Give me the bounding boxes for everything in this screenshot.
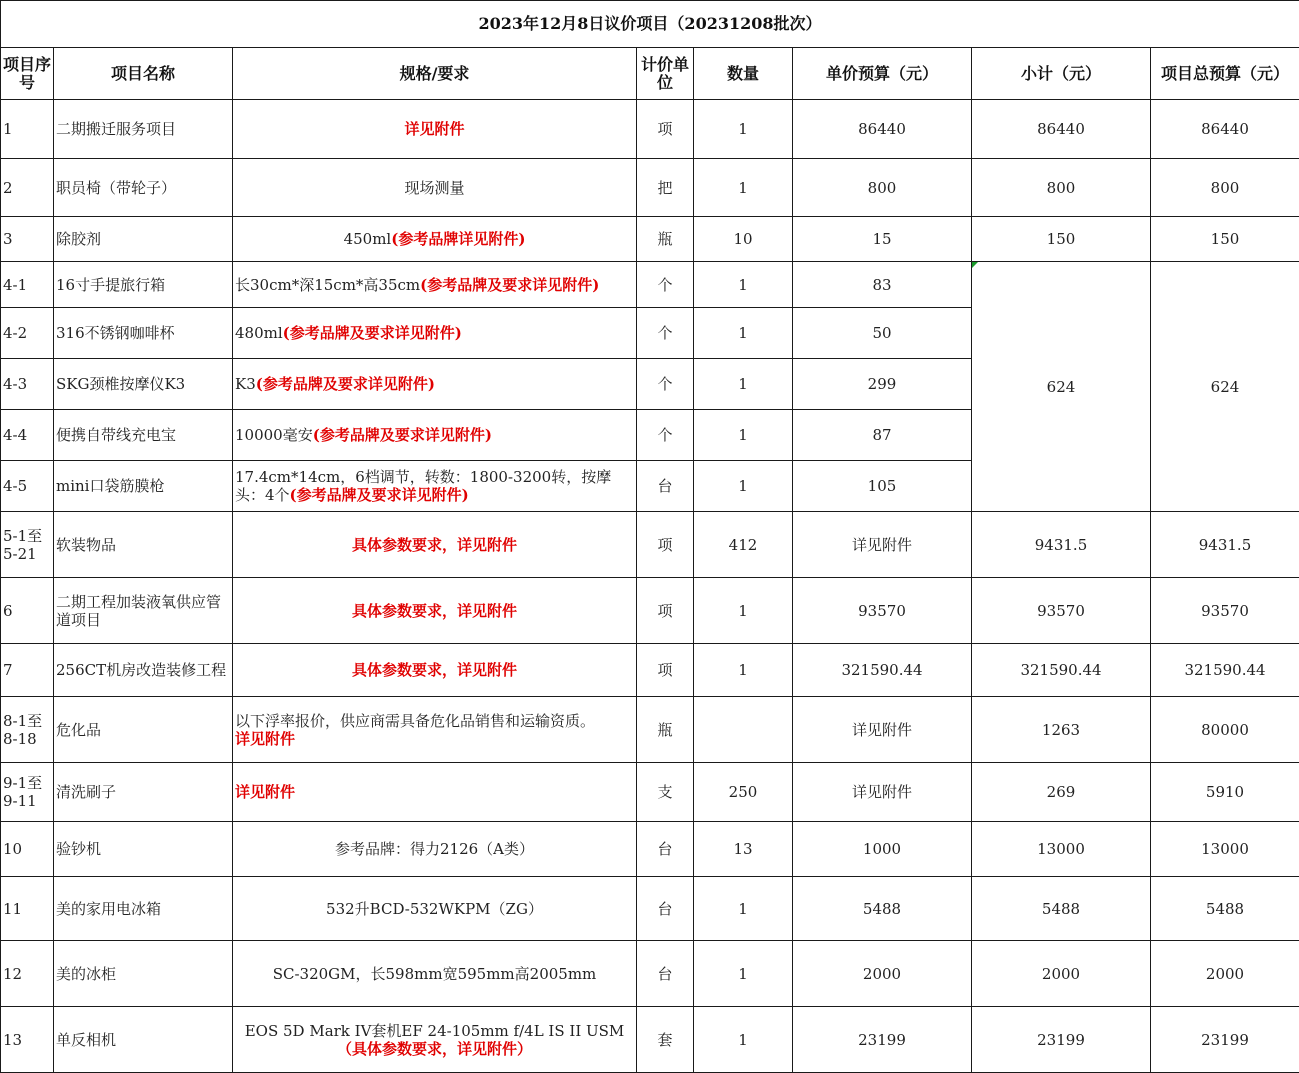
- cell-subtotal: 9431.5: [972, 512, 1151, 578]
- header-total: 项目总预算（元）: [1151, 48, 1299, 100]
- header-qty: 数量: [694, 48, 793, 100]
- cell-total: 5488: [1151, 877, 1299, 941]
- cell-price: 83: [793, 262, 972, 308]
- cell-name: 清洗刷子: [54, 763, 233, 822]
- cell-qty: 1: [694, 461, 793, 512]
- cell-subtotal: 321590.44: [972, 644, 1151, 697]
- cell-total: 80000: [1151, 697, 1299, 763]
- cell-spec: [233, 877, 637, 941]
- cell-unit: 支: [637, 763, 694, 822]
- header-index: 项目序号: [1, 48, 54, 100]
- cell-price: 86440: [793, 100, 972, 159]
- cell-qty: 10: [694, 217, 793, 262]
- table-row: [1, 100, 1299, 159]
- cell-name: 二期工程加装液氧供应管道项目: [54, 578, 233, 644]
- cell-total: 93570: [1151, 578, 1299, 644]
- table-row: [1, 217, 1299, 262]
- cell-subtotal: 13000: [972, 822, 1151, 877]
- cell-spec: [233, 644, 637, 697]
- cell-unit: 项: [637, 644, 694, 697]
- table-row: [1, 512, 1299, 578]
- cell-total: 23199: [1151, 1007, 1299, 1073]
- cell-qty: 1: [694, 410, 793, 461]
- cell-unit: 个: [637, 262, 694, 308]
- cell-unit: 台: [637, 461, 694, 512]
- cell-name: 危化品: [54, 697, 233, 763]
- table-row: [1, 877, 1299, 941]
- spec-plain: 现场测量: [404, 179, 464, 197]
- table-row: [1, 822, 1299, 877]
- spec-red: 具体参数要求，详见附件: [352, 536, 517, 554]
- cell-price: 23199: [793, 1007, 972, 1073]
- cell-spec: [233, 578, 637, 644]
- table-title: 2023年12月8日议价项目（20231208批次）: [1, 1, 1299, 48]
- table-row: [1, 763, 1299, 822]
- cell-price: 800: [793, 159, 972, 217]
- cell-total: 5910: [1151, 763, 1299, 822]
- cell-total: 2000: [1151, 941, 1299, 1007]
- cell-index: 10: [1, 822, 54, 877]
- cell-index: 4-4: [1, 410, 54, 461]
- cell-total: 13000: [1151, 822, 1299, 877]
- cell-subtotal: 86440: [972, 100, 1151, 159]
- cell-spec: [233, 461, 637, 512]
- cell-price: 105: [793, 461, 972, 512]
- spec-red: 具体参数要求，详见附件: [352, 661, 517, 679]
- cell-subtotal: 269: [972, 763, 1151, 822]
- cell-qty: 1: [694, 308, 793, 359]
- cell-subtotal: 1263: [972, 697, 1151, 763]
- table-row: [1, 159, 1299, 217]
- spec-red: 具体参数要求，详见附件: [352, 602, 517, 620]
- cell-qty: 1: [694, 100, 793, 159]
- cell-spec: [233, 217, 637, 262]
- cell-index: 4-1: [1, 262, 54, 308]
- cell-qty: 1: [694, 578, 793, 644]
- cell-unit: 台: [637, 877, 694, 941]
- cell-unit: 瓶: [637, 217, 694, 262]
- header-unit-price: 单价预算（元）: [793, 48, 972, 100]
- cell-qty: 1: [694, 359, 793, 410]
- spec-plain: 532升BCD-532WKPM（ZG）: [326, 900, 543, 918]
- cell-price: 2000: [793, 941, 972, 1007]
- cell-price: 5488: [793, 877, 972, 941]
- group4-subtotal-value: 624: [1047, 378, 1076, 396]
- cell-name: 验钞机: [54, 822, 233, 877]
- cell-index: 12: [1, 941, 54, 1007]
- table-row: [1, 1007, 1299, 1073]
- cell-price: 详见附件: [793, 512, 972, 578]
- cell-index: 8-1至8-18: [1, 697, 54, 763]
- cell-unit: 把: [637, 159, 694, 217]
- spec-plain: SC-320GM，长598mm宽595mm高2005mm: [273, 965, 597, 983]
- cell-spec: [233, 159, 637, 217]
- cell-unit: 瓶: [637, 697, 694, 763]
- spec-red: (参考品牌及要求详见附件): [283, 324, 462, 342]
- cell-spec: [233, 308, 637, 359]
- header-subtotal: 小计（元）: [972, 48, 1151, 100]
- cell-price: 15: [793, 217, 972, 262]
- cell-index: 7: [1, 644, 54, 697]
- cell-name: 单反相机: [54, 1007, 233, 1073]
- cell-qty: 1: [694, 262, 793, 308]
- cell-spec: [233, 410, 637, 461]
- cell-unit: 项: [637, 512, 694, 578]
- cell-spec: [233, 359, 637, 410]
- header-spec: 规格/要求: [233, 48, 637, 100]
- cell-subtotal: 800: [972, 159, 1151, 217]
- cell-qty: 1: [694, 644, 793, 697]
- table-row: [1, 941, 1299, 1007]
- spec-plain: 480ml: [235, 324, 283, 342]
- cell-spec: [233, 262, 637, 308]
- cell-spec: [233, 763, 637, 822]
- spec-plain: 450ml: [344, 230, 392, 248]
- cell-subtotal: 2000: [972, 941, 1151, 1007]
- cell-name: 16寸手提旅行箱: [54, 262, 233, 308]
- cell-price: 299: [793, 359, 972, 410]
- cell-unit: 个: [637, 308, 694, 359]
- cell-spec: [233, 100, 637, 159]
- spec-plain: 参考品牌：得力2126（A类）: [335, 840, 534, 858]
- cell-qty: 1: [694, 941, 793, 1007]
- cell-total: 321590.44: [1151, 644, 1299, 697]
- cell-index: 9-1至9-11: [1, 763, 54, 822]
- spec-red: (参考品牌及要求详见附件): [313, 426, 492, 444]
- cell-qty: 1: [694, 1007, 793, 1073]
- spec-red: 详见附件: [235, 783, 295, 801]
- cell-name: 除胶剂: [54, 217, 233, 262]
- cell-index: 3: [1, 217, 54, 262]
- cell-qty: 1: [694, 159, 793, 217]
- table-row: [1, 697, 1299, 763]
- cell-index: 1: [1, 100, 54, 159]
- cell-name: 二期搬迁服务项目: [54, 100, 233, 159]
- cell-price: 详见附件: [793, 697, 972, 763]
- cell-spec: [233, 697, 637, 763]
- cell-unit: 项: [637, 578, 694, 644]
- cell-name: SKG颈椎按摩仪K3: [54, 359, 233, 410]
- cell-qty: 250: [694, 763, 793, 822]
- cell-spec: [233, 512, 637, 578]
- cell-spec: [233, 822, 637, 877]
- cell-index: 6: [1, 578, 54, 644]
- spec-red: (参考品牌及要求详见附件): [290, 486, 469, 504]
- cell-qty: 1: [694, 877, 793, 941]
- cell-index: 4-3: [1, 359, 54, 410]
- cell-index: 5-1至5-21: [1, 512, 54, 578]
- cell-subtotal: 93570: [972, 578, 1151, 644]
- cell-total: 150: [1151, 217, 1299, 262]
- cell-total: 9431.5: [1151, 512, 1299, 578]
- table-row: [1, 262, 1299, 308]
- cell-group4-subtotal: [972, 262, 1151, 512]
- cell-name: 便携自带线充电宝: [54, 410, 233, 461]
- cell-subtotal: 5488: [972, 877, 1151, 941]
- cell-price: 1000: [793, 822, 972, 877]
- cell-price: 321590.44: [793, 644, 972, 697]
- spec-plain: 长30cm*深15cm*高35cm: [235, 276, 420, 294]
- cell-spec: [233, 1007, 637, 1073]
- cell-qty: 13: [694, 822, 793, 877]
- cell-unit: 项: [637, 100, 694, 159]
- cell-unit: 台: [637, 941, 694, 1007]
- cell-index: 2: [1, 159, 54, 217]
- cell-group4-total: 624: [1151, 262, 1299, 512]
- cell-price: 详见附件: [793, 763, 972, 822]
- spec-plain: K3: [235, 375, 256, 393]
- cell-total: 86440: [1151, 100, 1299, 159]
- cell-name: mini口袋筋膜枪: [54, 461, 233, 512]
- header-unit: 计价单位: [637, 48, 694, 100]
- cell-name: 256CT机房改造装修工程: [54, 644, 233, 697]
- cell-unit: 台: [637, 822, 694, 877]
- spec-red: 详见附件: [404, 120, 464, 138]
- cell-unit: 套: [637, 1007, 694, 1073]
- cell-index: 4-5: [1, 461, 54, 512]
- cell-name: 职员椅（带轮子）: [54, 159, 233, 217]
- cell-price: 87: [793, 410, 972, 461]
- table-row: [1, 644, 1299, 697]
- cell-spec: [233, 941, 637, 1007]
- spec-red: (参考品牌详见附件): [391, 230, 525, 248]
- cell-index: 13: [1, 1007, 54, 1073]
- spec-red: （具体参数要求，详见附件）: [337, 1040, 532, 1058]
- spec-red: (参考品牌及要求详见附件): [256, 375, 435, 393]
- spec-plain: 以下浮率报价，供应商需具备危化品销售和运输资质。: [235, 712, 595, 730]
- cell-price: 93570: [793, 578, 972, 644]
- cell-qty: [694, 697, 793, 763]
- cell-subtotal: 23199: [972, 1007, 1151, 1073]
- cell-qty: 412: [694, 512, 793, 578]
- cell-name: 软装物品: [54, 512, 233, 578]
- spec-plain: 17.4cm*14cm，6档调节，转数：1800-3200转，按摩头：4个: [235, 468, 611, 504]
- cell-subtotal: 150: [972, 217, 1151, 262]
- cell-unit: 个: [637, 359, 694, 410]
- header-name: 项目名称: [54, 48, 233, 100]
- cell-name: 美的冰柜: [54, 941, 233, 1007]
- cell-total: 800: [1151, 159, 1299, 217]
- spec-plain: 10000毫安: [235, 426, 313, 444]
- comment-marker-icon: [972, 262, 978, 268]
- cell-index: 4-2: [1, 308, 54, 359]
- spec-red: 详见附件: [235, 730, 295, 748]
- cell-unit: 个: [637, 410, 694, 461]
- cell-index: 11: [1, 877, 54, 941]
- cell-name: 316不锈钢咖啡杯: [54, 308, 233, 359]
- table-row: [1, 578, 1299, 644]
- spec-plain: EOS 5D Mark IV套机EF 24-105mm f/4L IS II USM: [245, 1022, 625, 1040]
- cell-name: 美的家用电冰箱: [54, 877, 233, 941]
- cell-price: 50: [793, 308, 972, 359]
- spec-red: (参考品牌及要求详见附件): [420, 276, 599, 294]
